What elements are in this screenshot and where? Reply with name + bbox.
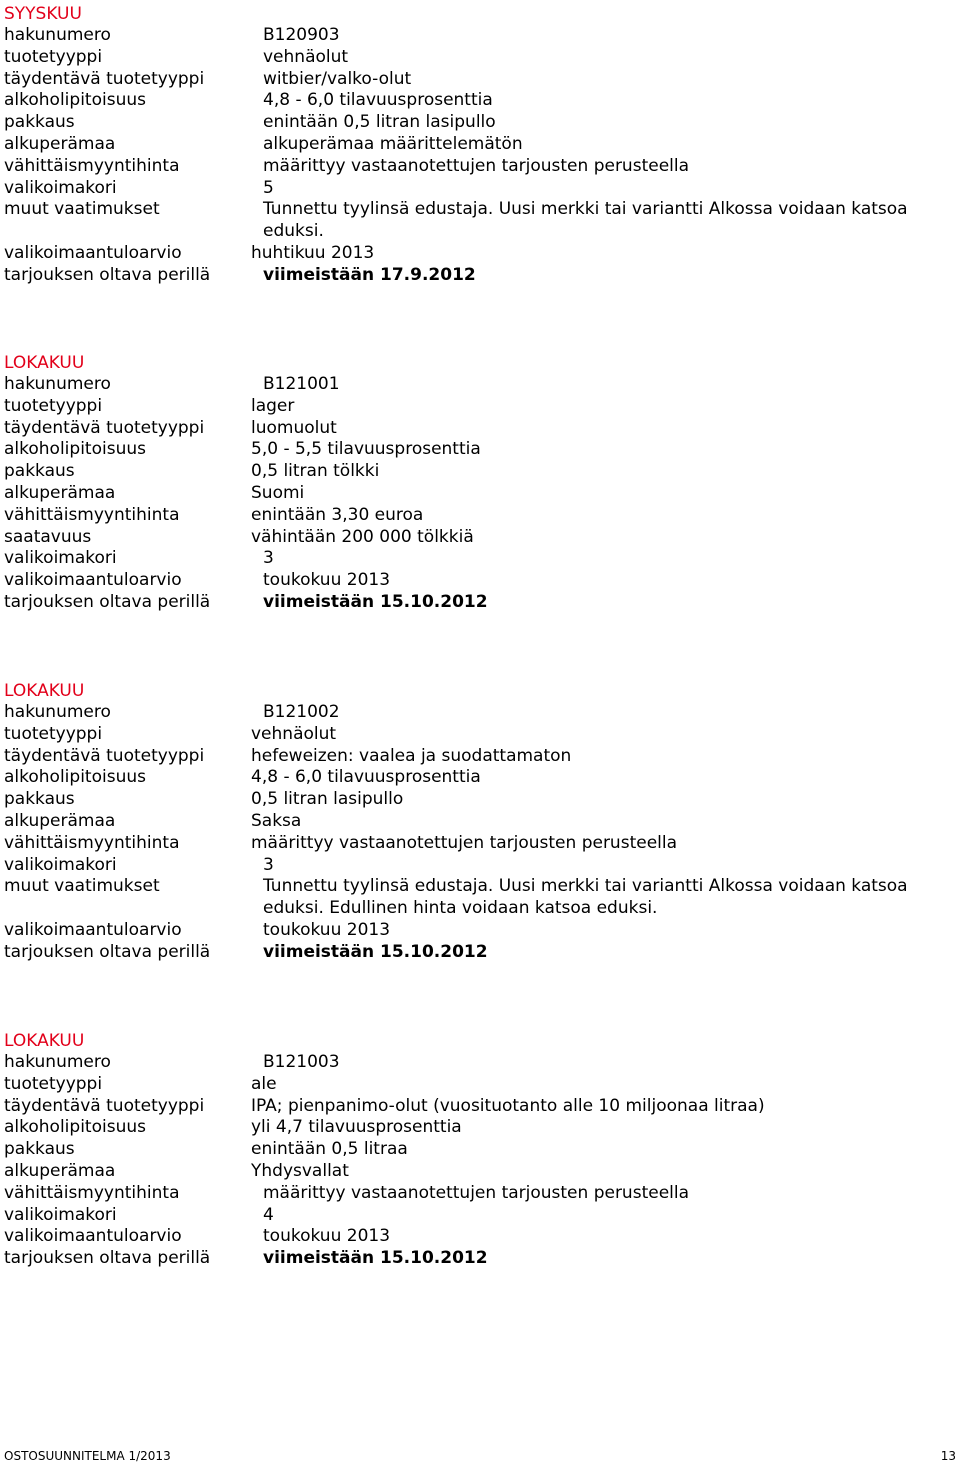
field-value: ale bbox=[251, 1073, 277, 1094]
field-value: Tunnettu tyylinsä edustaja. Uusi merkki tai variantti Alkossa voidaan katsoa eduksi. bbox=[263, 199, 908, 242]
field-row bbox=[4, 47, 924, 69]
field-row bbox=[4, 1161, 924, 1183]
field-value: 0,5 litran lasipullo bbox=[251, 789, 404, 810]
field-value: witbier/valko-olut bbox=[263, 68, 412, 89]
field-row bbox=[4, 855, 924, 877]
field-row bbox=[4, 90, 924, 112]
deadline-value: viimeistään 15.10.2012 bbox=[263, 941, 488, 962]
section-heading: LOKAKUU bbox=[4, 1031, 85, 1051]
field-label: pakkaus bbox=[4, 112, 75, 133]
field-value: vehnäolut bbox=[251, 723, 337, 744]
field-row bbox=[4, 112, 924, 134]
field-row bbox=[4, 702, 924, 724]
field-label: alkuperämaa bbox=[4, 1160, 116, 1181]
field-value: yli 4,7 tilavuusprosenttia bbox=[251, 1117, 462, 1138]
field-label: vähittäismyyntihinta bbox=[4, 832, 180, 853]
deadline-value: viimeistään 15.10.2012 bbox=[263, 591, 488, 612]
field-label: tarjouksen oltava perillä bbox=[4, 264, 211, 285]
field-value: määrittyy vastaanotettujen tarjousten perusteella bbox=[263, 1182, 690, 1203]
section-heading: SYYSKUU bbox=[4, 4, 82, 24]
field-value: enintään 3,30 euroa bbox=[251, 504, 424, 525]
field-row bbox=[4, 942, 924, 964]
field-row bbox=[4, 134, 924, 156]
field-label: vähittäismyyntihinta bbox=[4, 504, 180, 525]
field-row bbox=[4, 483, 924, 505]
field-value: luomuolut bbox=[251, 417, 337, 438]
field-label: tuotetyyppi bbox=[4, 46, 103, 67]
field-value: 3 bbox=[263, 548, 274, 569]
field-row bbox=[4, 25, 924, 47]
field-value: lager bbox=[251, 395, 295, 416]
field-value: 0,5 litran tölkki bbox=[251, 461, 380, 482]
field-row bbox=[4, 811, 924, 833]
field-row bbox=[4, 592, 924, 614]
field-label: valikoimaantuloarvio bbox=[4, 570, 182, 591]
field-label: alkoholipitoisuus bbox=[4, 767, 146, 788]
field-label: vähittäismyyntihinta bbox=[4, 155, 180, 176]
field-row bbox=[4, 1074, 924, 1096]
field-value: huhtikuu 2013 bbox=[251, 242, 375, 263]
field-label: pakkaus bbox=[4, 789, 75, 810]
field-value: 4 bbox=[263, 1204, 274, 1225]
field-row bbox=[4, 767, 924, 789]
field-row bbox=[4, 505, 924, 527]
field-label: tarjouksen oltava perillä bbox=[4, 941, 211, 962]
field-row bbox=[4, 1139, 924, 1161]
field-label: täydentävä tuotetyyppi bbox=[4, 1095, 205, 1116]
field-value: alkuperämaa määrittelemätön bbox=[263, 133, 523, 154]
field-value: 4,8 - 6,0 tilavuusprosenttia bbox=[263, 90, 493, 111]
footer-publication: OSTOSUUNNITELMA 1/2013 bbox=[4, 1449, 171, 1463]
section-lokakuu-1 bbox=[4, 352, 924, 614]
deadline-value: viimeistään 15.10.2012 bbox=[263, 1248, 488, 1269]
field-row bbox=[4, 1117, 924, 1139]
field-label: valikoimaantuloarvio bbox=[4, 919, 182, 940]
field-label: valikoimaantuloarvio bbox=[4, 1226, 182, 1247]
field-value: Tunnettu tyylinsä edustaja. Uusi merkki tai variantti Alkossa voidaan katsoa eduksi. Edullinen hinta voidaan katsoa eduksi. bbox=[263, 876, 908, 919]
field-row bbox=[4, 156, 924, 178]
field-label: pakkaus bbox=[4, 1139, 75, 1160]
field-value: toukokuu 2013 bbox=[263, 1226, 391, 1247]
field-value: B120903 bbox=[263, 25, 340, 45]
field-label: tuotetyyppi bbox=[4, 723, 103, 744]
footer-page-number: 13 bbox=[940, 1449, 956, 1463]
field-row bbox=[4, 833, 924, 855]
field-label: muut vaatimukset bbox=[4, 199, 160, 220]
field-value: määrittyy vastaanotettujen tarjousten perusteella bbox=[263, 155, 690, 176]
field-value: enintään 0,5 litran lasipullo bbox=[263, 112, 496, 133]
field-value: vähintään 200 000 tölkkiä bbox=[251, 526, 474, 547]
section-lokakuu-2 bbox=[4, 680, 924, 964]
field-label: alkuperämaa bbox=[4, 482, 116, 503]
field-value: enintään 0,5 litraa bbox=[251, 1139, 408, 1160]
field-row bbox=[4, 461, 924, 483]
field-row bbox=[4, 746, 924, 768]
field-value: Saksa bbox=[251, 810, 302, 831]
field-label: valikoimakori bbox=[4, 1204, 117, 1225]
field-label: hakunumero bbox=[4, 25, 111, 45]
field-row bbox=[4, 396, 924, 418]
field-label: hakunumero bbox=[4, 1052, 111, 1072]
field-row bbox=[4, 1205, 924, 1227]
field-label: täydentävä tuotetyyppi bbox=[4, 68, 205, 89]
field-label: täydentävä tuotetyyppi bbox=[4, 745, 205, 766]
section-heading: LOKAKUU bbox=[4, 681, 85, 701]
field-value: IPA; pienpanimo-olut (vuosituotanto alle 10 miljoonaa litraa) bbox=[251, 1095, 765, 1116]
field-row bbox=[4, 789, 924, 811]
section-lokakuu-3 bbox=[4, 1030, 924, 1270]
field-value: 3 bbox=[263, 854, 274, 875]
field-row bbox=[4, 69, 924, 91]
field-value: B121003 bbox=[263, 1052, 340, 1072]
field-value: B121001 bbox=[263, 374, 340, 394]
field-label: alkoholipitoisuus bbox=[4, 439, 146, 460]
section-syyskuu bbox=[4, 3, 924, 287]
field-row bbox=[4, 1096, 924, 1118]
field-value: 4,8 - 6,0 tilavuusprosenttia bbox=[251, 767, 481, 788]
field-label: alkuperämaa bbox=[4, 810, 116, 831]
field-label: täydentävä tuotetyyppi bbox=[4, 417, 205, 438]
field-row bbox=[4, 876, 924, 920]
field-row bbox=[4, 724, 924, 746]
field-label: muut vaatimukset bbox=[4, 876, 160, 897]
field-value: Yhdysvallat bbox=[251, 1160, 349, 1181]
field-label: vähittäismyyntihinta bbox=[4, 1182, 180, 1203]
field-row bbox=[4, 570, 924, 592]
field-value: 5,0 - 5,5 tilavuusprosenttia bbox=[251, 439, 481, 460]
field-row bbox=[4, 527, 924, 549]
field-value: B121002 bbox=[263, 702, 340, 722]
field-label: alkoholipitoisuus bbox=[4, 1117, 146, 1138]
field-row bbox=[4, 374, 924, 396]
field-label: valikoimakori bbox=[4, 548, 117, 569]
field-value: hefeweizen: vaalea ja suodattamaton bbox=[251, 745, 572, 766]
field-row bbox=[4, 199, 924, 243]
field-label: valikoimaantuloarvio bbox=[4, 242, 182, 263]
field-label: tuotetyyppi bbox=[4, 1073, 103, 1094]
field-row bbox=[4, 178, 924, 200]
field-label: tuotetyyppi bbox=[4, 395, 103, 416]
field-label: hakunumero bbox=[4, 374, 111, 394]
field-value: määrittyy vastaanotettujen tarjousten perusteella bbox=[251, 832, 678, 853]
field-row bbox=[4, 1183, 924, 1205]
field-value: Suomi bbox=[251, 482, 305, 503]
field-value: toukokuu 2013 bbox=[263, 570, 391, 591]
deadline-value: viimeistään 17.9.2012 bbox=[263, 264, 476, 285]
field-label: tarjouksen oltava perillä bbox=[4, 1248, 211, 1269]
field-row bbox=[4, 548, 924, 570]
field-label: alkoholipitoisuus bbox=[4, 90, 146, 111]
field-row bbox=[4, 243, 924, 265]
field-label: hakunumero bbox=[4, 702, 111, 722]
field-label: valikoimakori bbox=[4, 177, 117, 198]
field-row bbox=[4, 265, 924, 287]
field-value: toukokuu 2013 bbox=[263, 919, 391, 940]
field-row bbox=[4, 418, 924, 440]
field-label: valikoimakori bbox=[4, 854, 117, 875]
field-label: alkuperämaa bbox=[4, 133, 116, 154]
field-value: 5 bbox=[263, 177, 274, 198]
field-value: vehnäolut bbox=[263, 46, 349, 67]
field-label: pakkaus bbox=[4, 461, 75, 482]
field-row bbox=[4, 1052, 924, 1074]
field-row bbox=[4, 439, 924, 461]
field-row bbox=[4, 920, 924, 942]
section-heading: LOKAKUU bbox=[4, 353, 85, 373]
field-row bbox=[4, 1248, 924, 1270]
field-label: tarjouksen oltava perillä bbox=[4, 591, 211, 612]
field-label: saatavuus bbox=[4, 526, 92, 547]
field-row bbox=[4, 1226, 924, 1248]
